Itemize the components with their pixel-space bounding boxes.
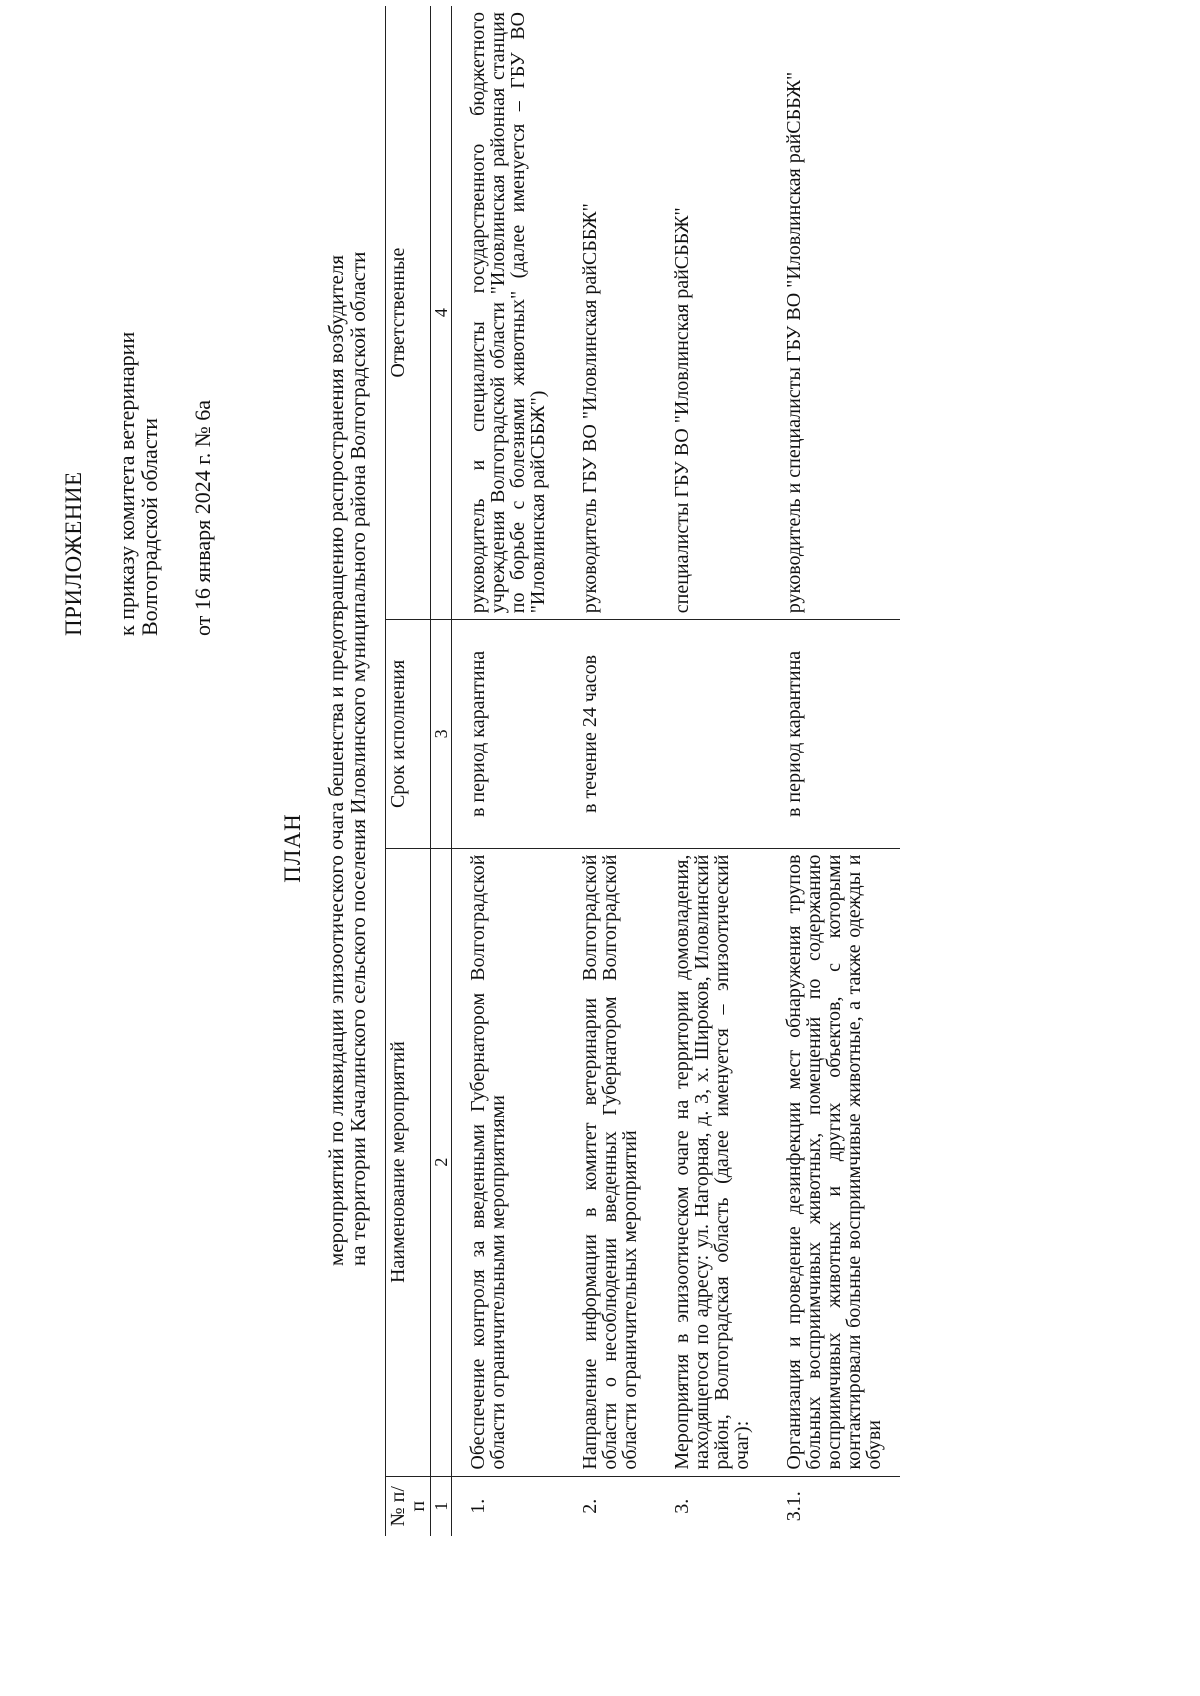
row-responsible: специалисты ГБУ ВО "Иловлинская райСББЖ" <box>671 207 693 614</box>
row-num: 1. <box>452 1476 565 1536</box>
row-responsible: руководитель и специалисты ГБУ ВО "Иловлинская райСББЖ" <box>783 71 805 614</box>
row-name: Направление информации в комитет ветеринарии Волгоградской области о несоблюдении введенных Губернатором Волгоградской области ограничительных мероприятий <box>564 848 656 1476</box>
row-num: 3. <box>656 1476 768 1536</box>
header-responsible: Ответственные <box>386 6 431 620</box>
row-name: Обеспечение контроля за введенными Губернатором Волгоградской области ограничительными мероприятиями <box>452 848 565 1476</box>
plan-subtitle-line-1: мероприятий по ликвидации эпизоотического очага бешенства и предотвращению распространения возбудителя <box>324 255 348 1266</box>
header-name: Наименование мероприятий <box>386 848 431 1476</box>
header-term: Срок исполнения <box>386 620 431 848</box>
appendix-reference <box>115 76 161 636</box>
row-num: 2. <box>564 1476 656 1536</box>
column-number: 4 <box>431 6 452 620</box>
appendix-line-1: к приказу комитета ветеринарии <box>114 331 139 636</box>
plan-subtitle-line-2: на территории Качалинского сельского поселения Иловлинского муниципального района Волгоградской области <box>346 251 370 1266</box>
appendix-date: от 16 января 2024 г. № 6а <box>190 400 215 636</box>
column-number: 3 <box>431 620 452 848</box>
table-row <box>768 6 900 1536</box>
appendix-line-2: Волгоградской области <box>137 418 162 636</box>
row-term: в период карантина <box>452 620 565 848</box>
header-num: № п/п <box>386 1476 431 1536</box>
row-name: Организация и проведение дезинфекции мест обнаружения трупов больных восприимчивых животных, помещений по содержанию восприимчивых животных и других объектов, с которыми контактировали больные восприимчивые животные, а также одежды и обуви <box>768 848 900 1476</box>
row-term: в течение 24 часов <box>564 620 656 848</box>
appendix-block <box>62 76 244 636</box>
plan-subtitle <box>325 6 369 1266</box>
row-responsible: руководитель и специалисты государственного бюджетного учреждения Волгоградской области "Иловлинская районная станция по борьбе с болезнями животных" (далее именуется – ГБУ ВО "Иловлинская райСББЖ") <box>467 12 549 614</box>
row-responsible: руководитель ГБУ ВО "Иловлинская райСББЖ" <box>579 203 601 614</box>
row-term <box>656 620 768 848</box>
table-row <box>452 6 565 1536</box>
row-num: 3.1. <box>768 1476 900 1536</box>
plan-title: ПЛАН <box>280 813 305 883</box>
table-row <box>656 6 768 1536</box>
row-name: Мероприятия в эпизоотическом очаге на территории домовладения, находящегося по адресу: ул. Нагорная, д. 3, х. Широков, Иловлинский район, Волгоградская область (далее именуется – эпизоотический очаг): <box>656 848 768 1476</box>
column-numbers-row <box>431 6 452 1536</box>
appendix-title: ПРИЛОЖЕНИЕ <box>61 471 86 636</box>
column-number: 1 <box>431 1476 452 1536</box>
plan-table <box>385 6 900 1536</box>
column-number: 2 <box>431 848 452 1476</box>
table-header-row <box>386 6 431 1536</box>
table-row <box>564 6 656 1536</box>
row-term: в период карантина <box>768 620 900 848</box>
